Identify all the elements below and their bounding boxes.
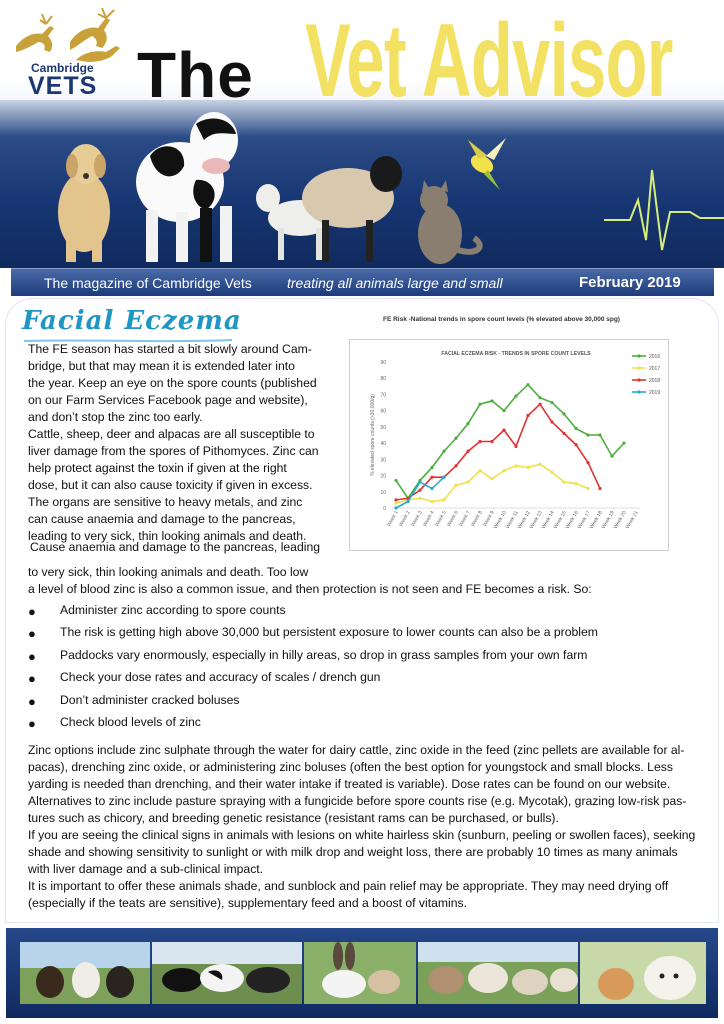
x-tick-label: Week 12 xyxy=(516,510,532,531)
data-point-2017 xyxy=(394,502,397,505)
legend-marker-2017 xyxy=(637,366,640,369)
list-item xyxy=(28,668,708,690)
data-point-2019 xyxy=(394,506,397,509)
y-tick-label: 30 xyxy=(380,457,386,464)
masthead xyxy=(0,0,724,268)
y-tick-label: 20 xyxy=(380,473,386,480)
intro-line: Cattle, sheep, deer and alpacas are all susceptible to xyxy=(28,427,315,441)
data-point-2016 xyxy=(430,466,433,469)
y-tick-label: 0 xyxy=(383,506,386,512)
strap-magazine: The magazine of Cambridge Vets xyxy=(44,275,252,291)
data-point-2017 xyxy=(562,480,565,483)
list-item xyxy=(28,646,708,668)
issue-date: February 2019 xyxy=(579,274,681,291)
repeated-line: Cause anaemia and damage to the pancreas, leading xyxy=(30,540,320,554)
list-item-text: The risk is getting high above 30,000 but persistent exposure to lower counts can also be a problem xyxy=(60,625,598,640)
logo-name-bottom: VETS xyxy=(28,72,98,100)
series-line-2017 xyxy=(396,464,588,503)
intro-line: dose, but it can also cause toxicity if given in excess. xyxy=(28,478,313,492)
data-point-2017 xyxy=(454,484,457,487)
rabbit-photo xyxy=(304,942,416,1004)
legend-marker-2019 xyxy=(637,390,640,393)
body-line: pacas), drenching zinc oxide, or administering zinc boluses (often the best option for youngstock and small blocks. Less xyxy=(28,760,673,774)
data-point-2016 xyxy=(538,396,541,399)
data-point-2017 xyxy=(466,480,469,483)
data-point-2017 xyxy=(574,482,577,485)
data-point-2016 xyxy=(598,433,601,436)
data-point-2017 xyxy=(514,464,517,467)
legend-label: 2016 xyxy=(649,354,661,360)
series-line-2016 xyxy=(396,385,624,499)
list-item xyxy=(28,713,708,735)
list-item-text: Check blood levels of zinc xyxy=(60,714,201,729)
bullet-icon: ● xyxy=(28,626,36,642)
cattle-photo xyxy=(152,942,302,1004)
data-point-2016 xyxy=(442,450,445,453)
body-line: yarding is needed than drenching, and their water intake if treated is variable). Dose rates can be found on our website. xyxy=(28,777,671,791)
data-point-2019 xyxy=(430,487,433,490)
data-point-2017 xyxy=(538,463,541,466)
x-tick-label: Week 13 xyxy=(528,510,544,531)
sheep-and-goat-photo xyxy=(418,942,578,1004)
data-point-2019 xyxy=(442,476,445,479)
data-point-2016 xyxy=(550,401,553,404)
legend-marker-2016 xyxy=(637,354,640,357)
data-point-2018 xyxy=(514,445,517,448)
body-line: If you are seeing the clinical signs in animals with lesions on white hairless skin (sunburn, peeling or swollen faces), seeking xyxy=(28,828,696,842)
masthead-title-the: The xyxy=(137,39,254,111)
x-tick-label: Week 18 xyxy=(588,510,604,531)
data-point-2018 xyxy=(550,420,553,423)
intro-line: can cause anaemia and damage to the pancreas, xyxy=(28,512,296,526)
intro-line: liver damage from the spores of Pithomyces. Zinc can xyxy=(28,444,319,458)
data-point-2018 xyxy=(586,461,589,464)
list-item xyxy=(28,691,708,713)
data-point-2016 xyxy=(502,409,505,412)
data-point-2018 xyxy=(394,498,397,501)
body-line: Zinc options include zinc sulphate through the water for dairy cattle, zinc oxide in the feed (zinc pellets are available for al- xyxy=(28,743,685,757)
data-point-2017 xyxy=(526,466,529,469)
x-tick-label: Week 5 xyxy=(434,510,448,528)
list-item-text: Don’t administer cracked boluses xyxy=(60,692,240,707)
body-text xyxy=(28,742,708,912)
bird-icon xyxy=(468,138,506,190)
data-point-2018 xyxy=(466,450,469,453)
bullet-icon: ● xyxy=(28,693,36,709)
intro-line: The FE season has started a bit slowly around Cam- xyxy=(28,342,312,356)
intro-line: leading to very sick, thin looking animals and death. xyxy=(28,529,307,543)
data-point-2016 xyxy=(610,454,613,457)
y-axis-label: % elevated spore counts (>30,000/g) xyxy=(370,394,376,476)
x-tick-label: Week 7 xyxy=(458,510,472,528)
data-point-2018 xyxy=(490,440,493,443)
bullet-icon: ● xyxy=(28,715,36,731)
x-tick-label: Week 9 xyxy=(482,510,496,528)
data-point-2016 xyxy=(490,399,493,402)
cat-icon xyxy=(418,180,480,264)
data-point-2016 xyxy=(574,427,577,430)
dog-icon xyxy=(58,144,110,262)
list-item xyxy=(28,601,708,623)
data-point-2018 xyxy=(574,443,577,446)
x-tick-label: Week 6 xyxy=(446,510,460,528)
footer-photo-strip xyxy=(6,928,718,1018)
chart-title: FACIAL ECZEMA RISK - TRENDS IN SPORE COUNT LEVELS xyxy=(441,351,591,357)
bullet-icon: ● xyxy=(28,604,36,619)
data-point-2016 xyxy=(526,383,529,386)
intro-line: and don’t stop the zinc too early. xyxy=(28,410,203,424)
intro-line: the year. Keep an eye on the spore counts (published xyxy=(28,376,317,390)
cow-icon xyxy=(136,112,238,262)
body-line: shade and showing sensitivity to sunlight or with milk drop and weight loss, there are probably 10 times as many animals xyxy=(28,845,678,859)
body-line: with liver damage and a sub-clinical impact. xyxy=(28,862,264,876)
data-point-2018 xyxy=(562,432,565,435)
data-point-2017 xyxy=(430,500,433,503)
legend-label: 2018 xyxy=(649,378,661,384)
data-point-2018 xyxy=(526,414,529,417)
data-point-2018 xyxy=(478,440,481,443)
y-tick-label: 70 xyxy=(380,392,386,399)
data-point-2016 xyxy=(466,422,469,425)
list-item-text: Check your dose rates and accuracy of scales / drench gun xyxy=(60,670,381,685)
x-tick-label: Week 19 xyxy=(600,510,616,531)
data-point-2019 xyxy=(406,500,409,503)
data-point-2017 xyxy=(418,497,421,500)
y-tick-label: 80 xyxy=(380,376,386,383)
data-point-2018 xyxy=(502,429,505,432)
data-point-2016 xyxy=(394,479,397,482)
masthead-strap xyxy=(11,268,714,296)
x-tick-label: Week 14 xyxy=(540,510,556,531)
cat-and-dog-photo xyxy=(580,942,706,1004)
deer-logo-icon xyxy=(6,6,130,64)
data-point-2017 xyxy=(442,498,445,501)
legend-marker-2018 xyxy=(637,378,640,381)
data-point-2017 xyxy=(490,477,493,480)
x-tick-label: Week 15 xyxy=(552,510,568,531)
continuation-line: a level of blood zinc is also a common issue, and then protection is not seen and FE becomes a risk. So: xyxy=(28,582,592,596)
article-title: Facial Eczema xyxy=(22,306,242,336)
spore-count-chart xyxy=(349,339,669,551)
data-point-2016 xyxy=(514,394,517,397)
bullet-icon: ● xyxy=(28,648,36,664)
masthead-title: Vet Advisor xyxy=(305,3,673,119)
body-line: (especially if the teats are sensitive), supplementary feed and a boost of vitamins. xyxy=(28,896,467,910)
data-point-2018 xyxy=(454,464,457,467)
data-point-2018 xyxy=(430,476,433,479)
data-point-2019 xyxy=(418,480,421,483)
y-tick-label: 40 xyxy=(380,441,386,448)
logo-name-top: Cambridge xyxy=(31,61,94,75)
x-tick-label: Week 16 xyxy=(564,510,580,531)
data-point-2017 xyxy=(478,469,481,472)
data-point-2016 xyxy=(478,403,481,406)
animal-banner-illustration xyxy=(0,100,724,268)
data-point-2016 xyxy=(454,437,457,440)
legend-label: 2017 xyxy=(649,366,661,372)
data-point-2018 xyxy=(598,487,601,490)
intro-line: on our Farm Services Facebook page and website), xyxy=(28,393,308,407)
data-point-2018 xyxy=(538,403,541,406)
continuation-text xyxy=(28,564,708,598)
x-tick-label: Week 10 xyxy=(492,510,508,531)
intro-line: The organs are sensitive to heavy metals, and zinc xyxy=(28,495,303,509)
data-point-2016 xyxy=(562,412,565,415)
intro-line: help protect against the toxin if given at the right xyxy=(28,461,287,475)
body-line: Alternatives to zinc include pasture spraying with a fungicide before spore counts rise (e.g. Mycotak), grazing low-risk pas- xyxy=(28,794,687,808)
continuation-line: to very sick, thin looking animals and death. Too low xyxy=(28,565,309,579)
chart-caption: FE Risk -National trends in spore count levels (% elevated above 30,000 spg) xyxy=(383,316,620,323)
data-point-2017 xyxy=(550,471,553,474)
x-tick-label: Week 21 xyxy=(624,510,640,531)
list-item-text: Administer zinc according to spore counts xyxy=(60,603,286,617)
intro-line: bridge, but that may mean it is extended later into xyxy=(28,359,295,373)
y-tick-label: 50 xyxy=(380,424,386,431)
body-line: It is important to offer these animals shade, and sunblock and pain relief may be appropriate. They may need drying off xyxy=(28,879,669,893)
y-tick-label: 10 xyxy=(380,489,386,496)
x-tick-label: Week 2 xyxy=(398,510,412,528)
intro-text xyxy=(28,341,324,545)
dogs-photo xyxy=(20,942,150,1004)
heartbeat-line-icon xyxy=(604,170,724,250)
x-tick-label: Week 1 xyxy=(386,510,400,528)
y-tick-label: 90 xyxy=(380,360,386,366)
list-item xyxy=(28,623,708,645)
x-tick-label: Week 17 xyxy=(576,510,592,531)
data-point-2017 xyxy=(502,469,505,472)
body-line: tures such as chicory, and breeding genetic resistance (resistant rams can be purchased, or bulls). xyxy=(28,811,559,825)
bullet-icon: ● xyxy=(28,671,36,687)
data-point-2018 xyxy=(418,489,421,492)
data-point-2016 xyxy=(586,433,589,436)
legend-label: 2019 xyxy=(649,390,661,396)
x-tick-label: Week 4 xyxy=(422,510,436,528)
advice-list xyxy=(28,601,708,735)
y-tick-label: 60 xyxy=(380,408,386,415)
data-point-2017 xyxy=(586,487,589,490)
x-tick-label: Week 20 xyxy=(612,510,628,531)
x-tick-label: Week 3 xyxy=(410,510,424,528)
list-item-text: Paddocks vary enormously, especially in hilly areas, so drop in grass samples from your own farm xyxy=(60,647,588,662)
data-point-2016 xyxy=(622,442,625,445)
x-tick-label: Week 11 xyxy=(504,510,520,530)
x-tick-label: Week 8 xyxy=(470,510,484,528)
chart-canvas xyxy=(350,340,670,552)
strap-tagline: treating all animals large and small xyxy=(287,275,503,291)
